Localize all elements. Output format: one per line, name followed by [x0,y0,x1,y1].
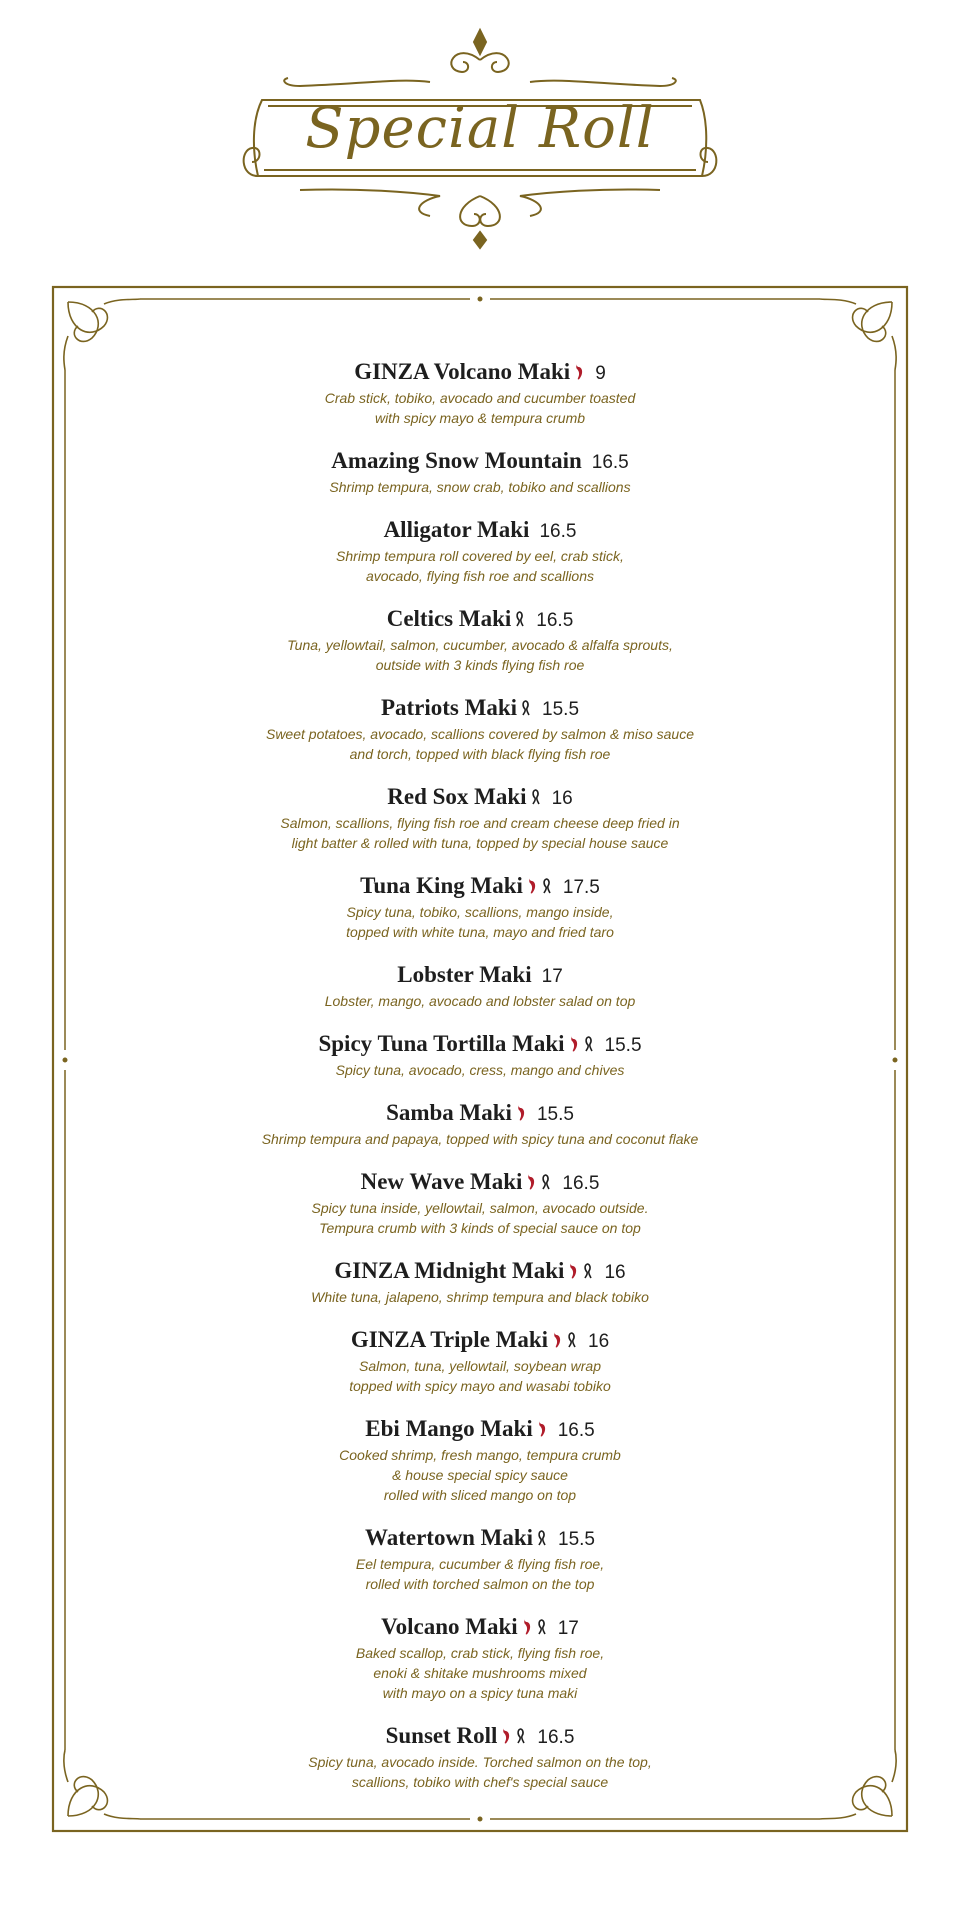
menu-item-name: Alligator Maki [383,517,530,542]
menu-item-name: Sunset Roll [385,1723,498,1748]
menu-item-description: Baked scallop, crab stick, flying fish roe, enoki & shitake mushrooms mixed with mayo on a spicy tuna maki [355,1645,605,1701]
chili-pepper-icon [525,1170,537,1188]
menu-item [150,694,810,764]
menu-item-description: White tuna, jalapeno, shrimp tempura and black tobiko [311,1289,649,1305]
menu-item [150,516,810,586]
menu-item-description: Spicy tuna, avocado inside. Torched salmon on the top, scallions, tobiko with chef's special sauce [308,1754,652,1790]
menu-item-price: 15.5 [558,1529,595,1550]
menu-list [150,358,810,1811]
menu-item-price: 16 [588,1331,610,1352]
menu-item-description: Shrimp tempura, snow crab, tobiko and scallions [329,479,631,495]
menu-item-name: Amazing Snow Mountain [331,448,582,473]
menu-item-name: Spicy Tuna Tortilla Maki [318,1031,565,1056]
menu-item [150,358,810,428]
chili-pepper-icon [515,1101,527,1119]
menu-item-name: Tuna King Maki [360,873,523,898]
menu-item-title [150,516,810,546]
menu-item-title [150,1257,810,1287]
menu-item [150,1168,810,1238]
chili-pepper-icon [521,1615,533,1633]
menu-item-title [150,1524,810,1554]
raw-fish-icon [541,874,553,892]
menu-item-price: 16.5 [539,521,577,542]
page-title: Special Roll [305,96,655,161]
menu-item [150,1524,810,1594]
menu-item-title [150,1168,810,1198]
chili-pepper-icon [573,360,585,378]
menu-item-title [150,1722,810,1752]
menu-item-price: 15.5 [542,699,580,720]
raw-fish-icon [536,1526,548,1544]
menu-item-title [150,694,810,724]
menu-item-name: Lobster Maki [397,962,532,987]
menu-item-price: 17 [557,1618,579,1639]
menu-item [150,872,810,942]
menu-item-description: Eel tempura, cucumber & flying fish roe, rolled with torched salmon on the top [355,1556,605,1592]
menu-item-title [150,783,810,813]
menu-item [150,1613,810,1703]
menu-item-name: Red Sox Maki [387,784,527,809]
chili-pepper-icon [536,1417,548,1435]
menu-item-title [150,358,810,388]
menu-item-description: Salmon, scallions, flying fish roe and cream cheese deep fried in light batter & rolled with tuna, topped by special house sauce [280,815,680,851]
menu-item-name: GINZA Volcano Maki [354,359,571,384]
menu-item-title [150,1415,810,1445]
menu-item [150,961,810,1011]
chili-pepper-icon [567,1259,579,1277]
raw-fish-icon [566,1328,578,1346]
menu-item-title [150,1326,810,1356]
menu-item-price: 16.5 [591,452,629,473]
menu-item-title [150,1613,810,1643]
menu-item-name: Celtics Maki [386,606,512,631]
raw-fish-icon [540,1170,552,1188]
raw-fish-icon [515,1724,527,1742]
raw-fish-icon [583,1032,595,1050]
menu-item-title [150,1099,810,1129]
menu-item-description: Tuna, yellowtail, salmon, cucumber, avocado & alfalfa sprouts, outside with 3 kinds flying fish roe [287,637,673,673]
menu-item [150,605,810,675]
menu-item [150,1415,810,1505]
menu-item [150,1099,810,1149]
menu-item [150,1257,810,1307]
menu-item-title [150,605,810,635]
raw-fish-icon [520,696,532,714]
menu-item-price: 16.5 [536,610,574,631]
menu-item [150,1326,810,1396]
menu-item-title [150,961,810,991]
menu-item-description: Salmon, tuna, yellowtail, soybean wrap topped with spicy mayo and wasabi tobiko [349,1358,611,1394]
menu-item-price: 16.5 [537,1727,575,1748]
menu-item-price: 17.5 [562,877,600,898]
menu-item-description: Lobster, mango, avocado and lobster salad on top [324,993,636,1009]
menu-item-name: GINZA Triple Maki [350,1327,549,1352]
menu-item-title [150,1030,810,1060]
chili-pepper-icon [551,1328,563,1346]
menu-item-price: 16 [551,788,573,809]
menu-item-name: Watertown Maki [365,1525,534,1550]
chili-pepper-icon [568,1032,580,1050]
menu-item-price: 16.5 [557,1420,595,1441]
raw-fish-icon [530,785,542,803]
menu-item-title [150,447,810,477]
menu-item-name: GINZA Midnight Maki [334,1258,565,1283]
menu-item-description: Crab stick, tobiko, avocado and cucumber toasted with spicy mayo & tempura crumb [324,390,636,426]
menu-item-price: 9 [595,363,606,384]
menu-item-description: Spicy tuna, tobiko, scallions, mango inside, topped with white tuna, mayo and fried taro [346,904,614,940]
menu-item-title [150,872,810,902]
menu-item-name: Volcano Maki [381,1614,518,1639]
menu-item-description: Spicy tuna, avocado, cress, mango and chives [335,1062,625,1078]
menu-item-description: Sweet potatoes, avocado, scallions covered by salmon & miso sauce and torch, topped with black flying fish roe [265,726,694,762]
menu-item-description: Cooked shrimp, fresh mango, tempura crumb & house special spicy sauce rolled with sliced mango on top [339,1447,621,1503]
menu-item-name: New Wave Maki [360,1169,523,1194]
menu-item [150,1030,810,1080]
menu-item-name: Samba Maki [386,1100,512,1125]
menu-item-description: Shrimp tempura roll covered by eel, crab stick, avocado, flying fish roe and scallions [336,548,624,584]
menu-item-name: Ebi Mango Maki [365,1416,533,1441]
menu-item [150,447,810,497]
menu-item-description: Shrimp tempura and papaya, topped with spicy tuna and coconut flake [261,1131,699,1147]
menu-item-price: 15.5 [536,1104,574,1125]
menu-item-price: 16 [604,1262,626,1283]
chili-pepper-icon [500,1724,512,1742]
raw-fish-icon [514,607,526,625]
menu-item-price: 17 [541,966,563,987]
menu-item-price: 16.5 [562,1173,600,1194]
chili-pepper-icon [526,874,538,892]
raw-fish-icon [582,1259,594,1277]
menu-item-description: Spicy tuna inside, yellowtail, salmon, avocado outside. Tempura crumb with 3 kinds of special sauce on top [311,1200,649,1236]
menu-item [150,783,810,853]
menu-item-price: 15.5 [604,1035,642,1056]
menu-item [150,1722,810,1792]
raw-fish-icon [536,1615,548,1633]
menu-item-name: Patriots Maki [380,695,518,720]
